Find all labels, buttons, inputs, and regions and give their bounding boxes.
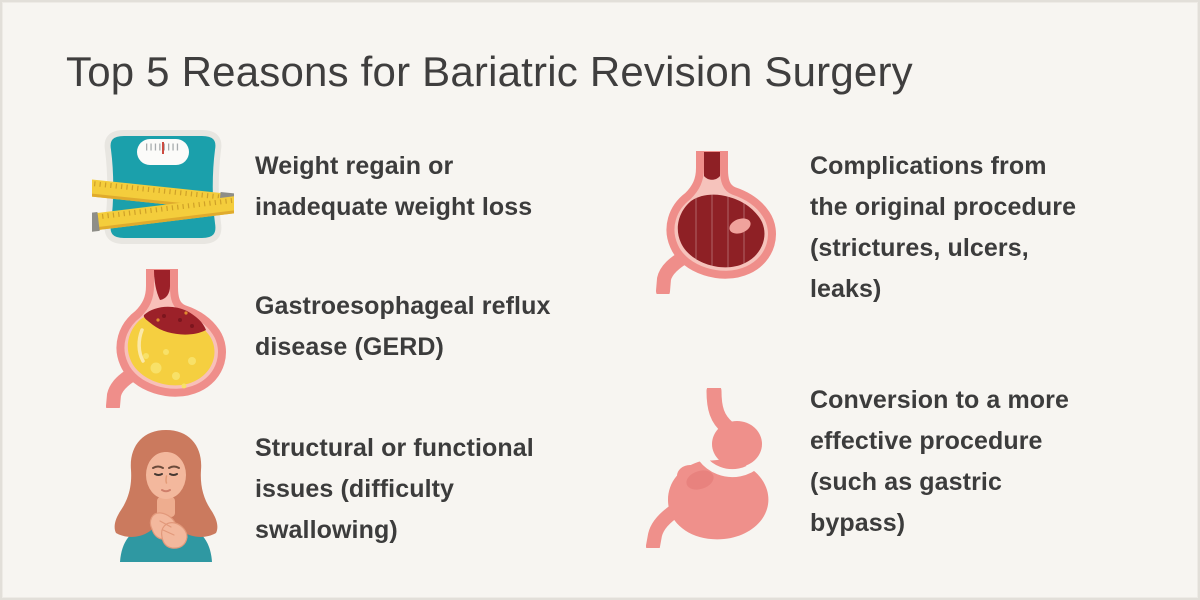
gerd-stomach-icon-svg: [96, 268, 234, 408]
reason-label-structural: Structural or functional issues (difficulty swallowing): [255, 434, 534, 544]
difficulty-swallowing-icon-svg: [102, 425, 230, 562]
reason-label-gerd: Gastroesophageal reflux disease (GERD): [255, 292, 551, 361]
difficulty-swallowing-icon: [102, 425, 230, 562]
page-title: Top 5 Reasons for Bariatric Revision Surgery: [66, 48, 913, 95]
gerd-stomach-icon: [96, 268, 234, 408]
reason-label-conversion: Conversion to a more effective procedure (such as gastric bypass): [810, 386, 1069, 537]
reason-label-weight-regain: Weight regain or inadequate weight loss: [255, 152, 533, 221]
reason-label-complications: Complications from the original procedure (strictures, ulcers, leaks): [810, 152, 1077, 303]
conversion-stomach-icon-svg: [638, 388, 790, 548]
conversion-stomach-icon: [638, 388, 790, 548]
weight-scale-icon: [92, 129, 234, 256]
weight-scale-icon-svg: [92, 129, 234, 256]
complications-stomach-icon: [646, 150, 782, 294]
complications-stomach-icon-svg: [646, 150, 782, 294]
